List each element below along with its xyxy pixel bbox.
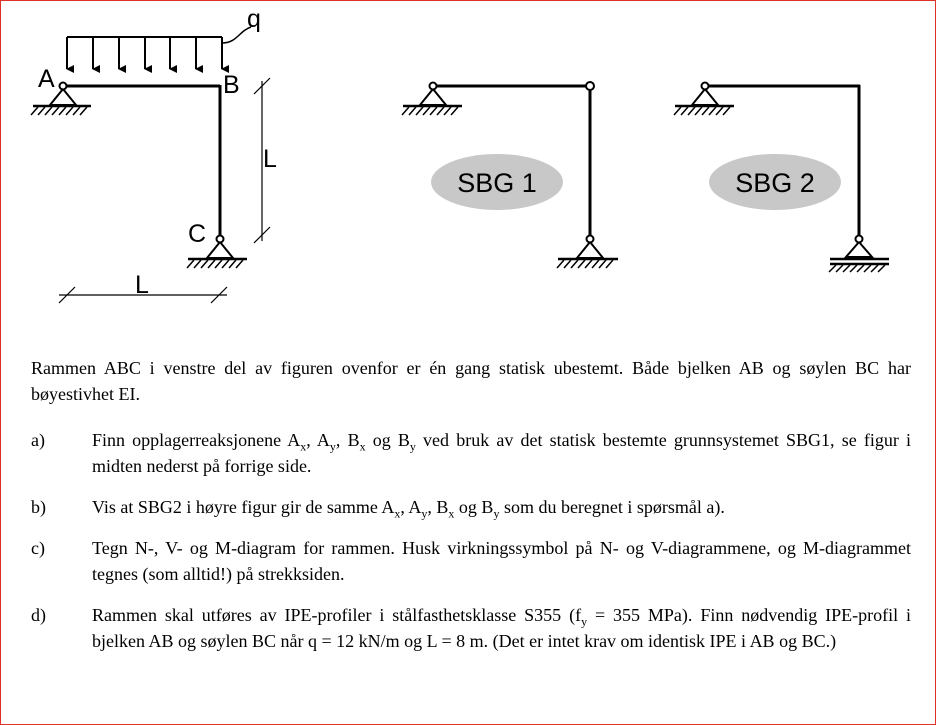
point-label-c: C: [188, 220, 207, 248]
sbg1-label: SBG 1: [457, 168, 537, 198]
task-letter: a): [31, 430, 45, 450]
task-body: Tegn N-, V- og M-diagram for rammen. Husk virkningssymbol på N- og V-diagrammene, og M-diagrammet tegnes (som alltid!) på strekksiden.: [92, 538, 911, 584]
sbg2-roller-support-c: [829, 236, 889, 273]
dimension-label-vertical: L: [263, 145, 277, 173]
task-a: [31, 427, 911, 479]
point-label-a: A: [38, 65, 55, 93]
sbg1-frame: [402, 82, 618, 268]
distributed-load: [67, 27, 251, 69]
task-letter: b): [31, 497, 46, 517]
task-b: [31, 494, 911, 520]
task-body: Rammen skal utføres av IPE-profiler i stålfasthetsklasse S355 ($f_y = 355$ MPa). Finn nødvendig IPE-profil i bjelken AB og søylen BC når q = 12 kN/m og L = 8 m. (Det er intet krav om identisk IPE i AB og BC.): [92, 605, 911, 651]
task-d: [31, 602, 911, 654]
task-body: Finn opplagerreaksjonene $A_x$, $A_y$, $B_x$ og $B_y$ ved bruk av det statisk bestemte grunnsystemet SBG1, se figur i midten nederst på forrige side.: [92, 430, 911, 476]
intro-paragraph: Rammen ABC i venstre del av figuren ovenfor er én gang statisk ubestemt. Både bjelken AB og søylen BC har bøyestivhet EI.: [31, 358, 911, 404]
left-frame: [31, 5, 277, 303]
load-label-q: q: [247, 5, 261, 33]
point-label-b: B: [223, 71, 240, 99]
sbg2-frame: [674, 83, 889, 273]
problem-text: [31, 355, 911, 669]
dimension-label-horizontal: L: [135, 271, 149, 299]
task-letter: d): [31, 605, 46, 625]
sbg2-label: SBG 2: [735, 168, 815, 198]
frame-figure: [1, 1, 936, 331]
task-letter: c): [31, 538, 45, 558]
task-c: [31, 535, 911, 587]
sbg1-support-c: [557, 236, 618, 269]
task-body: Vis at SBG2 i høyre figur gir de samme $A_x$, $A_y$, $B_x$ og $B_y$ som du beregnet i spørsmål a).: [92, 497, 725, 521]
sbg1-hinge-b: [586, 82, 594, 90]
